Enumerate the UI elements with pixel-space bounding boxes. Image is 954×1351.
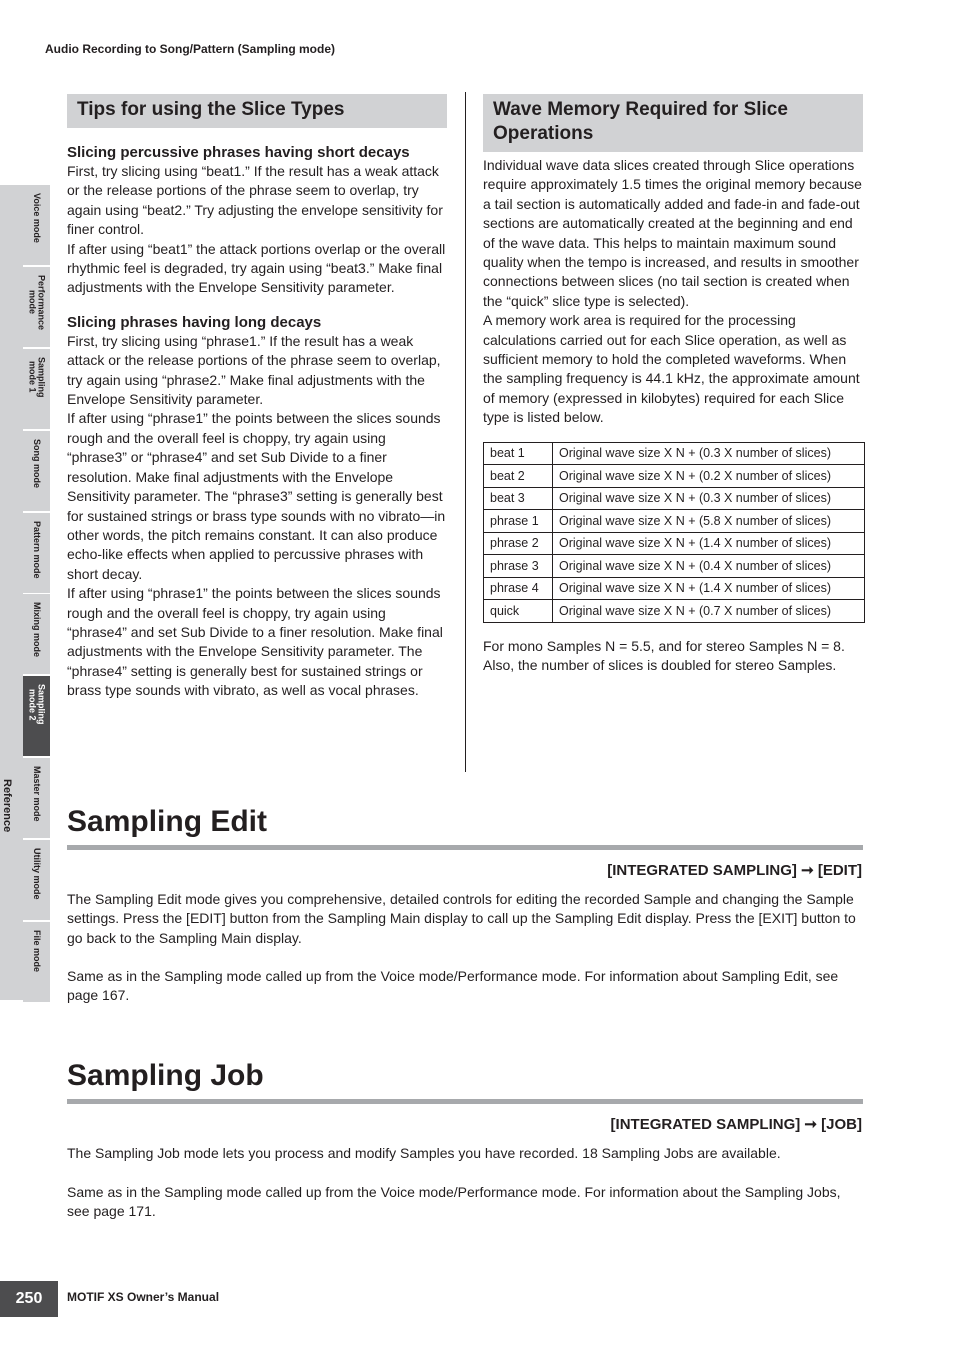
sampling-job-paragraph-2: Same as in the Sampling mode called up from the Voice mode/Performance mode. For information about the Sampling Jobs, see page 171.	[67, 1184, 841, 1220]
side-tab-sampling-mode-2[interactable]: Sampling mode 2	[23, 676, 50, 756]
table-row: phrase 3 Original wave size X N + (0.4 X number of slices)	[484, 555, 865, 578]
side-tab-master-mode[interactable]: Master mode	[23, 758, 50, 838]
table-row: phrase 4 Original wave size X N + (1.4 X number of slices)	[484, 577, 865, 600]
sampling-edit-title: Sampling Edit	[67, 805, 268, 838]
long-decays-paragraph-1: First, try slicing using “phrase1.” If the result has a weak attack or the release portions of the phrase seem to overlap, try again using “phrase2.” Make final adjustments with the Envelope Sensitivity parameter.	[67, 332, 441, 408]
side-tab-performance-mode[interactable]: Performance mode	[23, 267, 50, 347]
table-row: phrase 1 Original wave size X N + (5.8 X number of slices)	[484, 510, 865, 533]
side-tab-song-mode[interactable]: Song mode	[23, 431, 50, 511]
side-tab-utility-mode[interactable]: Utility mode	[23, 840, 50, 920]
side-tab-mixing-mode[interactable]: Mixing mode	[23, 594, 50, 674]
table-row: beat 3 Original wave size X N + (0.3 X number of slices)	[484, 487, 865, 510]
wave-memory-paragraph-1: Individual wave data slices created through Slice operations require approximately 1.5 times the original memory because a tail section is automatically added and fade-in and fade-out sections are automatically created at the beginning and end of the wave data. This helps to maintain maximum sound quality when the tempo is increased, and results in smoother connections between slices (no tail section is created when the “quick” slice type is selected).	[483, 157, 862, 309]
sampling-job-title: Sampling Job	[67, 1059, 264, 1092]
table-row: beat 2 Original wave size X N + (0.2 X number of slices)	[484, 465, 865, 488]
sampling-edit-paragraph-1: The Sampling Edit mode gives you comprehensive, detailed controls for editing the recorded Sample and changing the Sample settings. Press the [EDIT] button from the Sampling Main display to call up the Sampling Edit display. Press the [EXIT] button to go back to the Sampling Main display.	[67, 891, 856, 946]
stereo-note: For mono Samples N = 5.5, and for stereo Samples N = 8. Also, the number of slices is doubled for stereo Samples.	[483, 637, 845, 674]
side-tab-voice-mode[interactable]: Voice mode	[23, 185, 50, 265]
wave-memory-paragraph-2: A memory work area is required for the processing calculations carried out for each Slice operation, as well as sufficient memory to hold the completed waveforms. When the sampling frequency is 44.1 kHz, the approximate amount of memory (expressed in kilobytes) required for each Slice type is listed below.	[483, 312, 860, 426]
long-decays-paragraph-2: If after using “phrase1” the points between the slices sounds rough and the overall feel is choppy, try again using “phrase3” or “phrase4” and set Sub Divide to a finer resolution. Make final adjustments with the Envelope Sensitivity parameter. The “phrase3” setting is generally best for sustained strings or brass type sounds with no vibrato—in other words, the pitch remains constant. It can also produce echo-like effects when applied to percussive phrases with short decay.	[67, 410, 446, 582]
short-decays-paragraph-2: If after using “beat1” the attack portions overlap or the overall rhythmic feel is degraded, try again using “beat3.” Make final adjustments with the Envelope Sensitivity parameter.	[67, 240, 446, 296]
table-row: quick Original wave size X N + (0.7 X number of slices)	[484, 600, 865, 623]
column-divider	[465, 92, 466, 772]
side-tab-sampling-mode-1[interactable]: Sampling mode 1	[23, 349, 50, 429]
wave-memory-column	[483, 94, 863, 676]
tips-title: Tips for using the Slice Types	[67, 94, 447, 128]
manual-title: MOTIF XS Owner’s Manual	[67, 1290, 220, 1304]
long-decays-heading: Slicing phrases having long decays	[67, 313, 322, 331]
reference-strip	[0, 185, 23, 1000]
sampling-edit-paragraph-2: Same as in the Sampling mode called up from the Voice mode/Performance mode. For information about Sampling Edit, see page 167.	[67, 968, 839, 1004]
page-number: 250	[0, 1281, 58, 1317]
slice-memory-table	[483, 442, 865, 623]
sampling-edit-rule	[67, 845, 863, 850]
running-head: Audio Recording to Song/Pattern (Sampling mode)	[45, 42, 335, 56]
side-tabs	[23, 185, 50, 1004]
table-row: beat 1 Original wave size X N + (0.3 X number of slices)	[484, 442, 865, 465]
long-decays-paragraph-3: If after using “phrase1” the points between the slices sounds rough and the overall feel is choppy, try again using “phrase4” and set Sub Divide to a finer resolution. Make final adjustments with the Envelope Sensitivity parameter. The “phrase4” setting is generally best for sustained strings or brass type sounds with vibrato, as well as vocal phrases.	[67, 585, 443, 699]
wave-memory-title: Wave Memory Required for Slice Operations	[483, 94, 863, 152]
sampling-edit-path: [INTEGRATED SAMPLING] ➞ [EDIT]	[607, 862, 862, 879]
sampling-job-path: [INTEGRATED SAMPLING] ➞ [JOB]	[610, 1116, 862, 1133]
sampling-job-rule	[67, 1099, 863, 1104]
reference-label: Reference	[1, 779, 13, 833]
short-decays-paragraph-1: First, try slicing using “beat1.” If the result has a weak attack or the release portions of the phrase seem to overlap, try again using “beat2.” Try adjusting the envelope sensitivity for finer control.	[67, 163, 443, 238]
short-decays-heading: Slicing percussive phrases having short decays	[67, 144, 410, 161]
tips-column	[67, 94, 447, 701]
sampling-job-paragraph-1: The Sampling Job mode lets you process and modify Samples you have recorded. 18 Sampling Jobs are available.	[67, 1145, 781, 1161]
side-tab-file-mode[interactable]: File mode	[23, 922, 50, 1002]
table-row: phrase 2 Original wave size X N + (1.4 X number of slices)	[484, 532, 865, 555]
side-tab-pattern-mode[interactable]: Pattern mode	[23, 513, 50, 593]
